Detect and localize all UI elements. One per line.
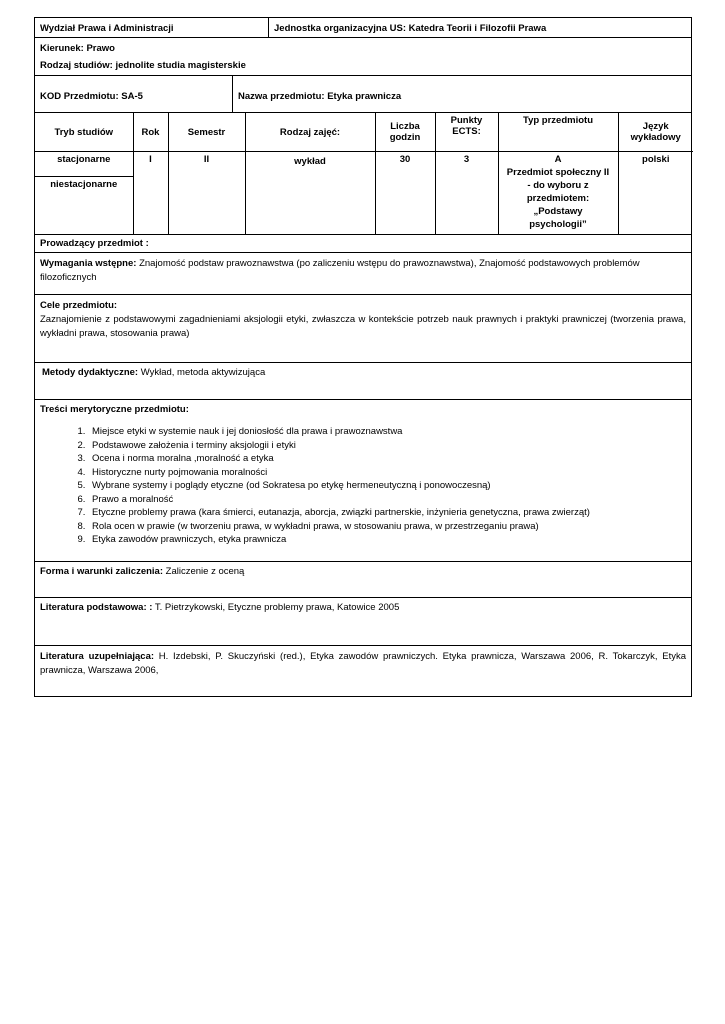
methods-label: Metody dydaktyczne: — [42, 367, 139, 378]
mode-fulltime: stacjonarne — [35, 152, 133, 177]
language-value: polski — [618, 152, 693, 235]
literature-extra-text: H. Izdebski, P. Skuczyński (red.), Etyka zawodów prawniczych. Etyka prawnicza, Warszawa 2006, R. Tokarczyk, Etyka prawnicza, Warszawa 2006, — [40, 651, 686, 676]
assessment-row — [35, 562, 691, 598]
header-hours: Liczba godzin — [375, 113, 435, 152]
prerequisites-label: Wymagania wstępne: — [40, 258, 137, 269]
study-details-table — [35, 113, 693, 234]
header-language: Język wykładowy — [618, 113, 693, 152]
course-syllabus-form — [34, 17, 692, 697]
program-row — [35, 38, 691, 76]
literature-extra-row — [35, 646, 691, 696]
list-item: 1. Miejsce etyki w systemie nauk i jej doniosłość dla prawa i prawoznawstwa — [88, 425, 686, 439]
year-value: I — [133, 152, 168, 235]
table-row — [35, 152, 693, 177]
header-row — [35, 18, 691, 38]
organizational-unit: Jednostka organizacyjna US: Katedra Teorii i Filozofii Prawa — [268, 18, 691, 37]
goals-row — [35, 295, 691, 363]
header-ects: Punkty ECTS: — [435, 113, 498, 152]
subject-type-value: A Przedmiot społeczny II - do wyboru z przedmiotem: „Podstawy psychologii” — [498, 152, 618, 235]
goals-label: Cele przedmiotu: — [40, 300, 118, 311]
content-list — [40, 425, 686, 547]
header-mode: Tryb studiów — [54, 126, 114, 138]
list-item: 3. Ocena i norma moralna ,moralność a etyka — [88, 452, 686, 466]
header-semester: Semestr — [168, 113, 245, 152]
list-item: 6. Prawo a moralność — [88, 493, 686, 507]
list-item: 8. Rola ocen w prawie (w tworzeniu prawa, w wykładni prawa, w stosowaniu prawa, w przestrzeganiu prawa) — [88, 520, 686, 534]
list-item: 4. Historyczne nurty pojmowania moralności — [88, 466, 686, 480]
hours-value: 30 — [375, 152, 435, 235]
header-subject-type: Typ przedmiotu — [498, 113, 618, 152]
header-class-type: Rodzaj zajęć: — [245, 113, 375, 152]
methods-row — [35, 363, 691, 400]
class-type-text: wykład — [294, 156, 326, 167]
header-year: Rok — [133, 113, 168, 152]
ects-value: 3 — [435, 152, 498, 235]
faculty-name: Wydział Prawa i Administracji — [40, 23, 174, 34]
table-header-row — [35, 113, 693, 152]
mode-parttime: niestacjonarne — [35, 177, 133, 234]
prerequisites-text: Znajomość podstaw prawoznawstwa (po zaliczeniu wstępu do prawoznawstwa), Znajomość podstawowych problemów filozoficznych — [40, 258, 640, 283]
course-row — [35, 76, 691, 113]
study-type: Rodzaj studiów: jednolite studia magisterskie — [40, 60, 246, 71]
literature-basic-row — [35, 598, 691, 646]
course-name: Nazwa przedmiotu: Etyka prawnicza — [232, 76, 691, 112]
lecturer-row — [35, 235, 691, 253]
semester-value: II — [168, 152, 245, 235]
list-item: 5. Wybrane systemy i poglądy etyczne (od Sokratesa po etykę hermeneutyczną i ponowoczesną) — [88, 479, 686, 493]
goals-text: Zaznajomienie z podstawowymi zagadnieniami aksjologii etyki, zwłaszcza w kontekście potrzeb nauk prawnych i praktyki prawniczej (tworzenia prawa, wykładni prawa, stosowania prawa) — [40, 314, 686, 339]
lecturer-label: Prowadzący przedmiot : — [40, 238, 149, 249]
assessment-text: Zaliczenie z oceną — [163, 566, 245, 577]
literature-basic-label: Literatura podstawowa: : — [40, 602, 153, 613]
assessment-label: Forma i warunki zaliczenia: — [40, 566, 164, 577]
list-item: 7. Etyczne problemy prawa (kara śmierci, eutanazja, aborcja, związki partnerskie, inżynieria genetyczna, prawa zwierząt) — [88, 506, 686, 520]
content-row — [35, 400, 691, 562]
study-details-row — [35, 113, 691, 235]
list-item: 9. Etyka zawodów prawniczych, etyka prawnicza — [88, 533, 686, 547]
literature-basic-text: T. Pietrzykowski, Etyczne problemy prawa, Katowice 2005 — [152, 602, 400, 613]
class-type-value — [245, 152, 375, 235]
methods-text: Wykład, metoda aktywizująca — [138, 367, 266, 378]
list-item: 2. Podstawowe założenia i terminy aksjologii i etyki — [88, 439, 686, 453]
content-label: Treści merytoryczne przedmiotu: — [40, 404, 189, 415]
prerequisites-row — [35, 253, 691, 295]
course-code: KOD Przedmiotu: SA-5 — [40, 91, 143, 102]
literature-extra-label: Literatura uzupełniająca: — [40, 651, 155, 662]
literature-extra-block — [40, 650, 686, 678]
major: Kierunek: Prawo — [40, 43, 115, 54]
